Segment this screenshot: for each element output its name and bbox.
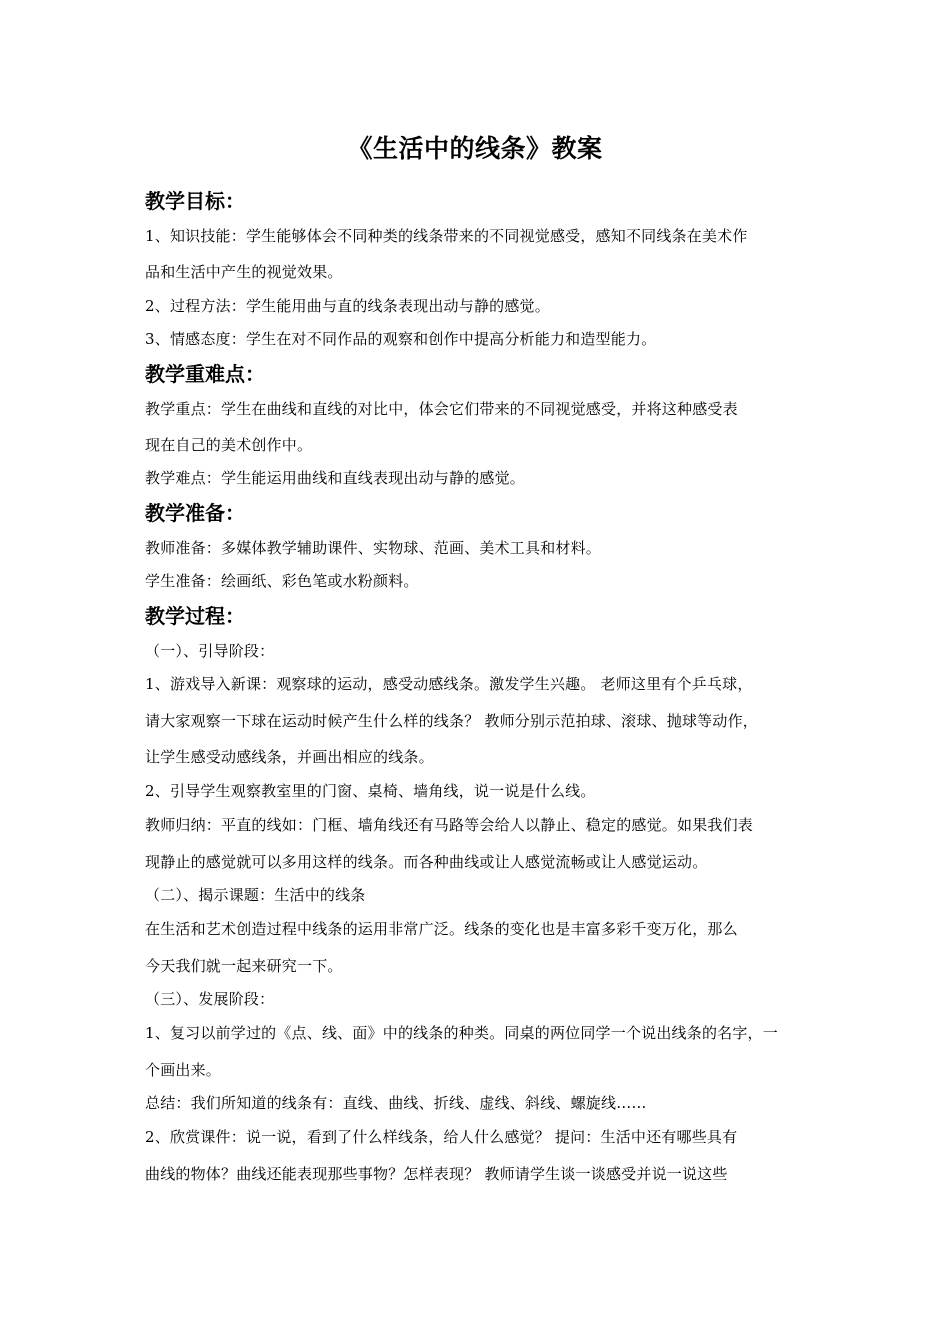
paragraph-line: 2、欣赏课件：说一说，看到了什么样线条，给人什么感觉？ 提问：生活中还有哪些具有: [145, 1128, 738, 1146]
paragraph-line: 现静止的感觉就可以多用这样的线条。而各种曲线或让人感觉流畅或让人感觉运动。: [145, 853, 708, 871]
paragraph-line: 品和生活中产生的视觉效果。: [145, 263, 343, 281]
section-heading-objectives: 教学目标：: [145, 189, 245, 213]
paragraph-line: 曲线的物体？曲线还能表现那些事物？怎样表现？ 教师请学生谈一谈感受并说一说这些: [145, 1165, 728, 1183]
paragraph-line: 1、游戏导入新课：观察球的运动，感受动感线条。激发学生兴趣。 老师这里有个乒乓球，: [145, 675, 753, 693]
paragraph-line: （一）、引导阶段：: [145, 642, 275, 660]
paragraph-line: 学生准备：绘画纸、彩色笔或水粉颜料。: [145, 572, 419, 590]
paragraph-line: （二）、揭示课题：生活中的线条: [145, 886, 366, 904]
paragraph-line: 请大家观察一下球在运动时候产生什么样的线条？ 教师分别示范拍球、滚球、抛球等动作，: [145, 712, 758, 730]
paragraph-line: 在生活和艺术创造过程中线条的运用非常广泛。线条的变化也是丰富多彩千变万化，那么: [145, 920, 738, 938]
paragraph-line: （三）、发展阶段：: [145, 990, 275, 1008]
paragraph-line: 教师归纳：平直的线如：门框、墙角线还有马路等会给人以静止、稳定的感觉。如果我们表: [145, 816, 754, 834]
paragraph-line: 教学难点：学生能运用曲线和直线表现出动与静的感觉。: [145, 469, 526, 487]
paragraph-line: 教学重点：学生在曲线和直线的对比中，体会它们带来的不同视觉感受，并将这种感受表: [145, 400, 738, 418]
paragraph-line: 2、引导学生观察教室里的门窗、桌椅、墙角线，说一说是什么线。: [145, 782, 596, 800]
paragraph-line: 个画出来。: [145, 1061, 222, 1079]
paragraph-line: 现在自己的美术创作中。: [145, 436, 313, 454]
paragraph-line: 1、复习以前学过的《点、线、面》中的线条的种类。同桌的两位同学一个说出线条的名字，一: [145, 1024, 778, 1042]
paragraph-line: 今天我们就一起来研究一下。: [145, 957, 343, 975]
paragraph-line: 让学生感受动感线条，并画出相应的线条。: [145, 748, 434, 766]
paragraph-line: 总结：我们所知道的线条有：直线、曲线、折线、虚线、斜线、螺旋线……: [145, 1094, 647, 1112]
paragraph-line: 2、过程方法：学生能用曲与直的线条表现出动与静的感觉。: [145, 297, 550, 315]
document-title: 《生活中的线条》教案: [347, 134, 603, 163]
section-heading-preparation: 教学准备：: [145, 501, 245, 525]
section-heading-key-points: 教学重难点：: [145, 362, 265, 386]
paragraph-line: 教师准备：多媒体教学辅助课件、实物球、范画、美术工具和材料。: [145, 539, 602, 557]
section-heading-process: 教学过程：: [145, 604, 245, 628]
paragraph-line: 3、情感态度：学生在对不同作品的观察和创作中提高分析能力和造型能力。: [145, 330, 657, 348]
paragraph-line: 1、知识技能：学生能够体会不同种类的线条带来的不同视觉感受，感知不同线条在美术作: [145, 227, 748, 245]
